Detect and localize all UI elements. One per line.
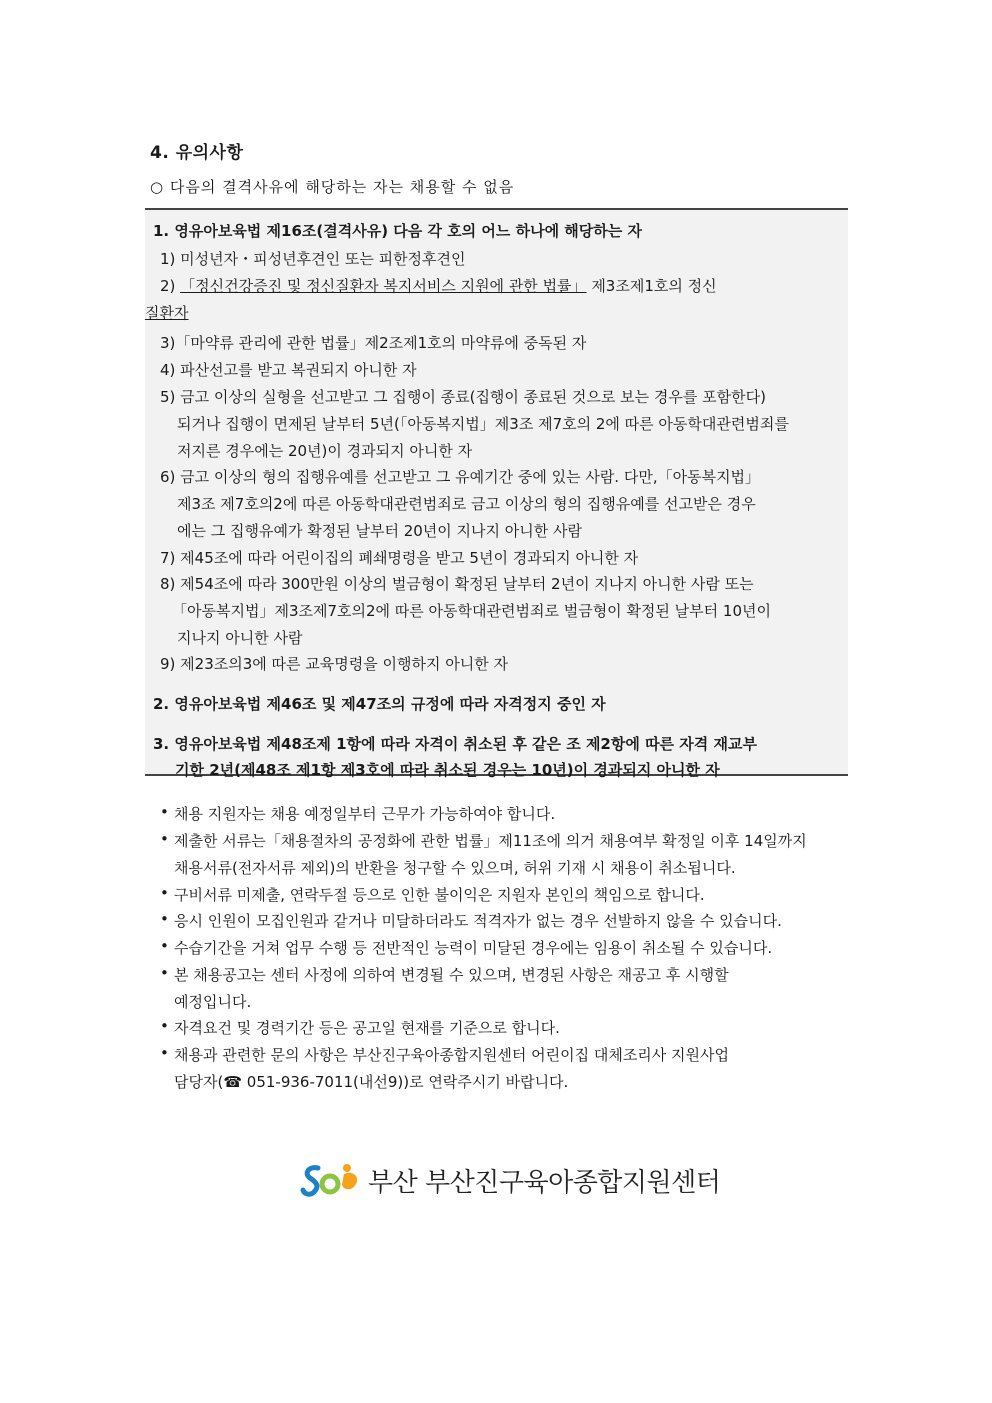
bullet-marker: • xyxy=(160,910,169,928)
bullet-marker: • xyxy=(160,884,169,902)
box-item-7: 7) 제45조에 따라 어린이집의 폐쇄명령을 받고 5년이 경과되지 아니한 자 xyxy=(160,549,639,567)
box-item-9: 9) 제23조의3에 따른 교육명령을 이행하지 아니한 자 xyxy=(160,655,508,673)
box-heading-2: 2. 영유아보육법 제46조 및 제47조의 규정에 따라 자격정지 중인 자 xyxy=(153,695,606,713)
note-text: 본 채용공고는 센터 사정에 의하여 변경될 수 있으며, 변경된 사항은 재공고 후 시행할 xyxy=(174,966,729,984)
footer-organization xyxy=(300,1160,721,1200)
box-item-8-line-2: 「아동복지법」제3조제7호의2에 따른 아동학대관련범죄로 벌금형이 확정된 날부터 10년이 xyxy=(172,602,771,620)
note-text: 수습기간을 거쳐 업무 수행 등 전반적인 능력이 미달된 경우에는 임용이 취소될 수 있습니다. xyxy=(174,939,773,957)
box-item-2-suffix: 제3조제1호의 정신 xyxy=(586,277,717,295)
bullet-marker: • xyxy=(160,1044,169,1062)
note-text: 채용 지원자는 채용 예정일부터 근무가 가능하여야 합니다. xyxy=(174,805,556,823)
bullet-marker: • xyxy=(160,937,169,955)
box-item-5-line-2: 되거나 집행이 면제된 날부터 5년(「아동복지법」제3조 제7호의 2에 따른 아동학대관련범죄를 xyxy=(177,415,789,433)
note-text: 자격요건 및 경력기간 등은 공고일 현재를 기준으로 합니다. xyxy=(174,1019,560,1037)
box-item-3: 3)「마약류 관리에 관한 법률」제2조제1호의 마약류에 중독된 자 xyxy=(160,334,587,352)
organization-logo-icon xyxy=(300,1160,364,1200)
bullet-marker: • xyxy=(160,803,169,821)
organization-name: 부산 부산진구육아종합지원센터 xyxy=(368,1168,721,1198)
box-item-8-line-1: 8) 제54조에 따라 300만원 이상의 벌금형이 확정된 날부터 2년이 지나지 아니한 사람 또는 xyxy=(160,575,754,593)
box-item-1: 1) 미성년자・피성년후견인 또는 피한정후견인 xyxy=(160,250,466,268)
note-text: 응시 인원이 모집인원과 같거나 미달하더라도 적격자가 없는 경우 선발하지 않을 수 있습니다. xyxy=(174,912,782,930)
note-continuation: 담당자(☎ 051-936-7011(내선9))로 연락주시기 바랍니다. xyxy=(174,1073,569,1091)
box-heading-3-line-2: 기한 2년(제48조 제1항 제3호에 따라 취소된 경우는 10년)이 경과되지 아니한 자 xyxy=(175,761,720,779)
box-heading-3-line-1: 3. 영유아보육법 제48조제 1항에 따라 자격이 취소된 후 같은 조 제2항에 따른 자격 재교부 xyxy=(153,735,757,753)
bullet-marker: • xyxy=(160,964,169,982)
disqualification-notice: ○ 다음의 결격사유에 해당하는 자는 채용할 수 없음 xyxy=(150,178,515,196)
bullet-marker: • xyxy=(160,1017,169,1035)
box-item-2-law-title: 「정신건강증진 및 정신질환자 복지서비스 지원에 관한 법률」 xyxy=(180,277,587,295)
note-continuation: 예정입니다. xyxy=(174,993,252,1011)
note-continuation: 채용서류(전자서류 제외)의 반환을 청구할 수 있으며, 허위 기재 시 채용이 취소됩니다. xyxy=(174,859,736,877)
disqualification-box xyxy=(145,208,848,779)
note-text: 구비서류 미제출, 연락두절 등으로 인한 불이익은 지원자 본인의 책임으로 합니다. xyxy=(174,886,705,904)
box-item-6-line-2: 제3조 제7호의2에 따른 아동학대관련범죄로 금고 이상의 형의 집행유예를 선고받은 경우 xyxy=(177,495,756,513)
note-text: 제출한 서류는「채용절차의 공정화에 관한 법률」제11조에 의거 채용여부 확정일 이후 14일까지 xyxy=(174,832,807,850)
box-item-5-line-1: 5) 금고 이상의 실형을 선고받고 그 집행이 종료(집행이 종료된 것으로 보는 경우를 포함한다) xyxy=(160,388,766,406)
box-heading-1: 1. 영유아보육법 제16조(결격사유) 다음 각 호의 어느 하나에 해당하는 자 xyxy=(153,222,642,240)
box-item-5-line-3: 저지른 경우에는 20년)이 경과되지 아니한 자 xyxy=(177,442,473,460)
box-item-6-line-3: 에는 그 집행유예가 확정된 날부터 20년이 지나지 아니한 사람 xyxy=(177,522,582,540)
box-item-2 xyxy=(160,275,717,296)
box-item-2-continuation: 질환자 xyxy=(145,304,189,322)
box-item-2-prefix: 2) xyxy=(160,277,181,295)
box-item-4: 4) 파산선고를 받고 복권되지 아니한 자 xyxy=(160,361,417,379)
box-item-6-line-1: 6) 금고 이상의 형의 집행유예를 선고받고 그 유예기간 중에 있는 사람. 다만,「아동복지법」 xyxy=(160,468,761,486)
note-text: 채용과 관련한 문의 사항은 부산진구육아종합지원센터 어린이집 대체조리사 지원사업 xyxy=(174,1046,730,1064)
box-item-8-line-3: 지나지 아니한 사람 xyxy=(177,629,303,647)
bullet-marker: • xyxy=(160,830,169,848)
section-title: 4. 유의사항 xyxy=(150,143,244,163)
